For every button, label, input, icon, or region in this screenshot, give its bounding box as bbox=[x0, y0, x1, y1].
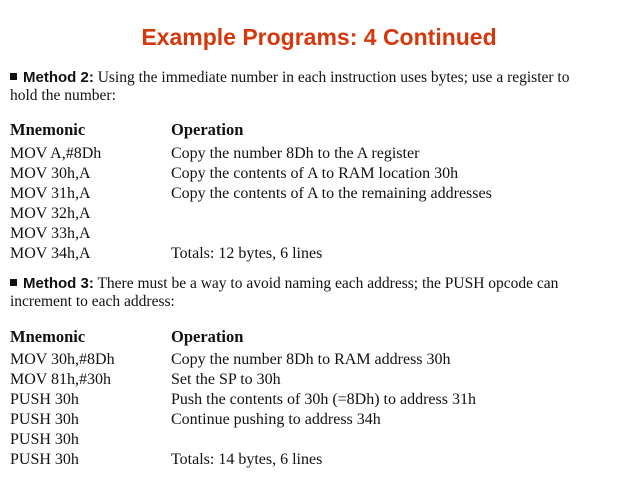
method-2-mnemonic-header: Mnemonic bbox=[10, 120, 86, 139]
method-3-desc-line2: increment to each address: bbox=[10, 293, 175, 310]
mnemonic-cell: MOV 31h,A bbox=[10, 185, 91, 202]
mnemonic-cell: MOV 33h,A bbox=[10, 225, 91, 242]
operation-cell: Copy the contents of A to RAM location 30h bbox=[171, 165, 459, 182]
method-2-label: Method 2: bbox=[23, 69, 94, 86]
method-3-desc-line1: There must be a way to avoid naming each address; the PUSH opcode can bbox=[97, 275, 559, 292]
method-2-description bbox=[10, 69, 632, 105]
mnemonic-cell: MOV A,#8Dh bbox=[10, 145, 102, 162]
bullet-icon bbox=[10, 73, 17, 80]
method-3-mnemonic-header: Mnemonic bbox=[10, 327, 86, 346]
operation-cell: Totals: 12 bytes, 6 lines bbox=[171, 245, 323, 262]
mnemonic-cell: MOV 30h,#8Dh bbox=[10, 351, 115, 368]
method-2-operation-header: Operation bbox=[171, 120, 244, 139]
method-3-operation-header: Operation bbox=[171, 327, 244, 346]
mnemonic-cell: PUSH 30h bbox=[10, 391, 79, 408]
method-2-desc-line2: hold the number: bbox=[10, 87, 116, 104]
operation-cell: Copy the number 8Dh to RAM address 30h bbox=[171, 351, 451, 368]
method-2-desc-line1: Using the immediate number in each instruction uses bytes; use a register to bbox=[97, 69, 570, 86]
operation-cell: Copy the number 8Dh to the A register bbox=[171, 145, 420, 162]
mnemonic-cell: MOV 81h,#30h bbox=[10, 371, 112, 388]
mnemonic-cell: MOV 30h,A bbox=[10, 165, 91, 182]
operation-cell: Totals: 14 bytes, 6 lines bbox=[171, 451, 323, 468]
operation-cell: Continue pushing to address 34h bbox=[171, 411, 381, 428]
mnemonic-cell: MOV 34h,A bbox=[10, 245, 91, 262]
method-3-label: Method 3: bbox=[23, 275, 94, 292]
method-3-description bbox=[10, 275, 632, 311]
mnemonic-cell: PUSH 30h bbox=[10, 411, 79, 428]
mnemonic-cell: PUSH 30h bbox=[10, 431, 79, 448]
bullet-icon bbox=[10, 279, 17, 286]
mnemonic-cell: PUSH 30h bbox=[10, 451, 79, 468]
page-title: Example Programs: 4 Continued bbox=[141, 24, 497, 50]
operation-cell: Set the SP to 30h bbox=[171, 371, 281, 388]
operation-cell: Copy the contents of A to the remaining addresses bbox=[171, 185, 492, 202]
operation-cell: Push the contents of 30h (=8Dh) to address 31h bbox=[171, 391, 476, 408]
mnemonic-cell: MOV 32h,A bbox=[10, 205, 91, 222]
